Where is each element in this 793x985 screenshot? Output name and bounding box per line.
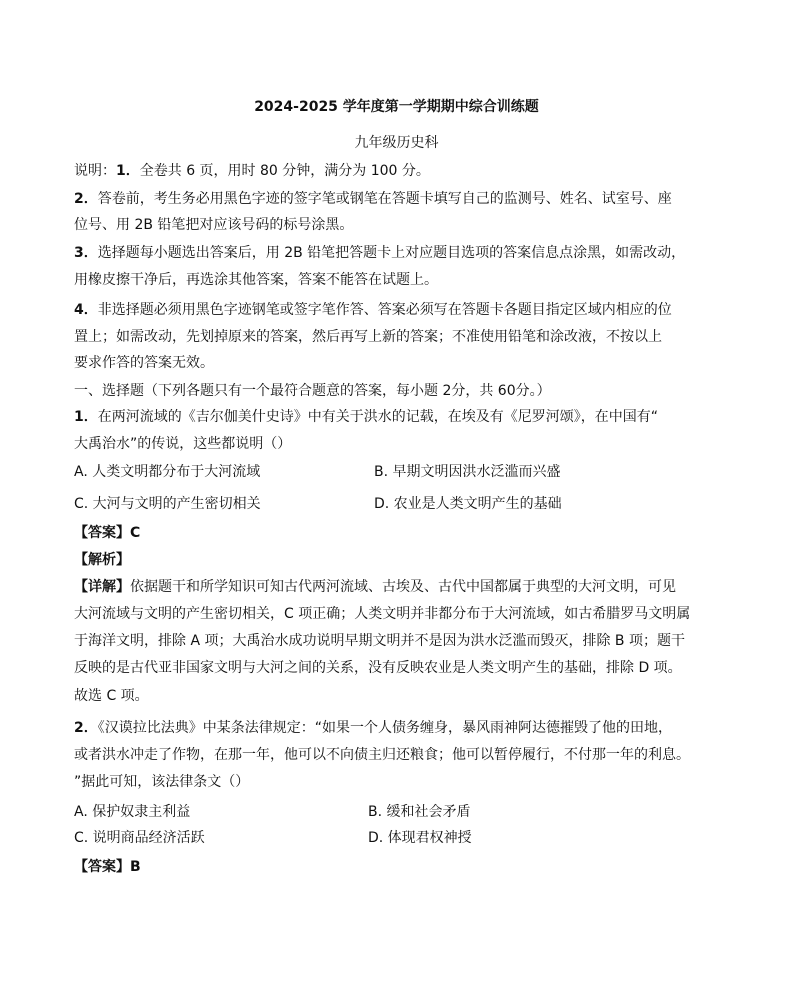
q1-option-a: A. 人类文明都分布于大河流域: [74, 464, 261, 480]
q1-stem-text-1: 在两河流域的《吉尔伽美什史诗》中有关于洪水的记载，在埃及有《尼罗河颂》，在中国有“: [97, 409, 659, 425]
q1-stem-line-1: [74, 407, 724, 427]
instruction-text-4a: 非选择题必须用黑色字迹钢笔或签字笔作答、答案必须写在答题卡各题目指定区域内相应的位: [97, 302, 672, 318]
q2-number: 2．: [74, 720, 98, 736]
instruction-2-line-1: [74, 189, 724, 209]
q1-number: 1．: [74, 409, 98, 425]
q2-option-d: D. 体现君权神授: [368, 830, 472, 846]
q1-detail-line-3: 于海洋文明，排除 A 项；大禹治水成功说明早期文明并不是因为洪水泛滥而毁灭，排除 B 项；题干: [74, 633, 685, 649]
q2-option-a: A. 保护奴隶主利益: [74, 804, 191, 820]
q2-answer-tag: 【答案】: [74, 859, 130, 875]
instruction-text-3a: 选择题每小题选出答案后，用 2B 铅笔把答题卡上对应题目选项的答案信息点涂黑，如需改动，: [97, 245, 686, 261]
q2-stem-text-1: 《汉谟拉比法典》中某条法律规定：“如果一个人债务缠身，暴风雨神阿达德摧毁了他的田地，: [97, 720, 673, 736]
q1-detail-line-1: [74, 577, 724, 597]
instruction-3-line-1: [74, 243, 724, 263]
q1-answer: [74, 523, 140, 543]
q1-detail-tag: 【详解】: [74, 579, 130, 595]
q2-answer: [74, 857, 141, 877]
q1-detail-line-4: 反映的是古代亚非国家文明与大河之间的关系，没有反映农业是人类文明产生的基础，排除 D 项。: [74, 660, 682, 676]
q1-answer-value: C: [130, 525, 141, 541]
instruction-4-line-1: [74, 300, 724, 320]
q2-answer-value: B: [130, 859, 141, 875]
page-subtitle: 九年级历史科: [354, 135, 439, 151]
page-title: 2024-2025 学年度第一学期期中综合训练题: [254, 99, 539, 115]
instruction-num-4: 4．: [74, 302, 98, 318]
q2-option-c: C. 说明商品经济活跃: [74, 830, 205, 846]
instruction-label: 说明：: [74, 163, 116, 179]
q2-option-b: B. 缓和社会矛盾: [368, 804, 471, 820]
q1-detail-line-2: 大河流域与文明的产生密切相关，C 项正确；人类文明并非都分布于大河流域，如古希腊罗马文明属: [74, 606, 691, 622]
q1-analysis-tag: 【解析】: [74, 552, 130, 568]
q1-option-b: B. 早期文明因洪水泛滥而兴盛: [374, 464, 561, 480]
q2-stem-line-2: 或者洪水冲走了作物，在那一年，他可以不向债主归还粮食；他可以暂停履行，不付那一年的利息。: [74, 747, 690, 763]
instruction-2-line-2: 位号、用 2B 铅笔把对应该号码的标号涂黑。: [74, 217, 354, 233]
q2-stem-line-1: [74, 718, 724, 738]
q1-stem-line-2: 大禹治水”的传说，这些都说明（）: [74, 436, 292, 452]
instruction-4-line-2: 置上；如需改动，先划掉原来的答案，然后再写上新的答案；不准使用铅笔和涂改液，不按以上: [74, 329, 662, 345]
instruction-num-3: 3．: [74, 245, 98, 261]
q1-detail-line-5: 故选 C 项。: [74, 688, 149, 704]
q1-answer-tag: 【答案】: [74, 525, 130, 541]
q1-detail-text-1: 依据题干和所学知识可知古代两河流域、古埃及、古代中国都属于典型的大河文明，可见: [130, 579, 676, 595]
instruction-num-1: 1．: [116, 163, 140, 179]
instruction-3-line-2: 用橡皮擦干净后，再选涂其他答案，答案不能答在试题上。: [74, 272, 438, 288]
instruction-text-2a: 答卷前，考生务必用黑色字迹的签字笔或钢笔在答题卡填写自己的监测号、姓名、试室号、座: [97, 191, 672, 207]
instruction-4-line-3: 要求作答的答案无效。: [74, 355, 214, 371]
q1-option-c: C. 大河与文明的产生密切相关: [74, 496, 261, 512]
q2-stem-line-3: ”据此可知，该法律条文（）: [74, 774, 250, 790]
section-heading: 一、选择题（下列各题只有一个最符合题意的答案，每小题 2分，共 60分。）: [74, 383, 551, 399]
instruction-1: [74, 161, 724, 181]
q1-option-d: D. 农业是人类文明产生的基础: [374, 496, 562, 512]
instruction-text-1: 全卷共 6 页，用时 80 分钟，满分为 100 分。: [139, 163, 430, 179]
instruction-num-2: 2．: [74, 191, 98, 207]
